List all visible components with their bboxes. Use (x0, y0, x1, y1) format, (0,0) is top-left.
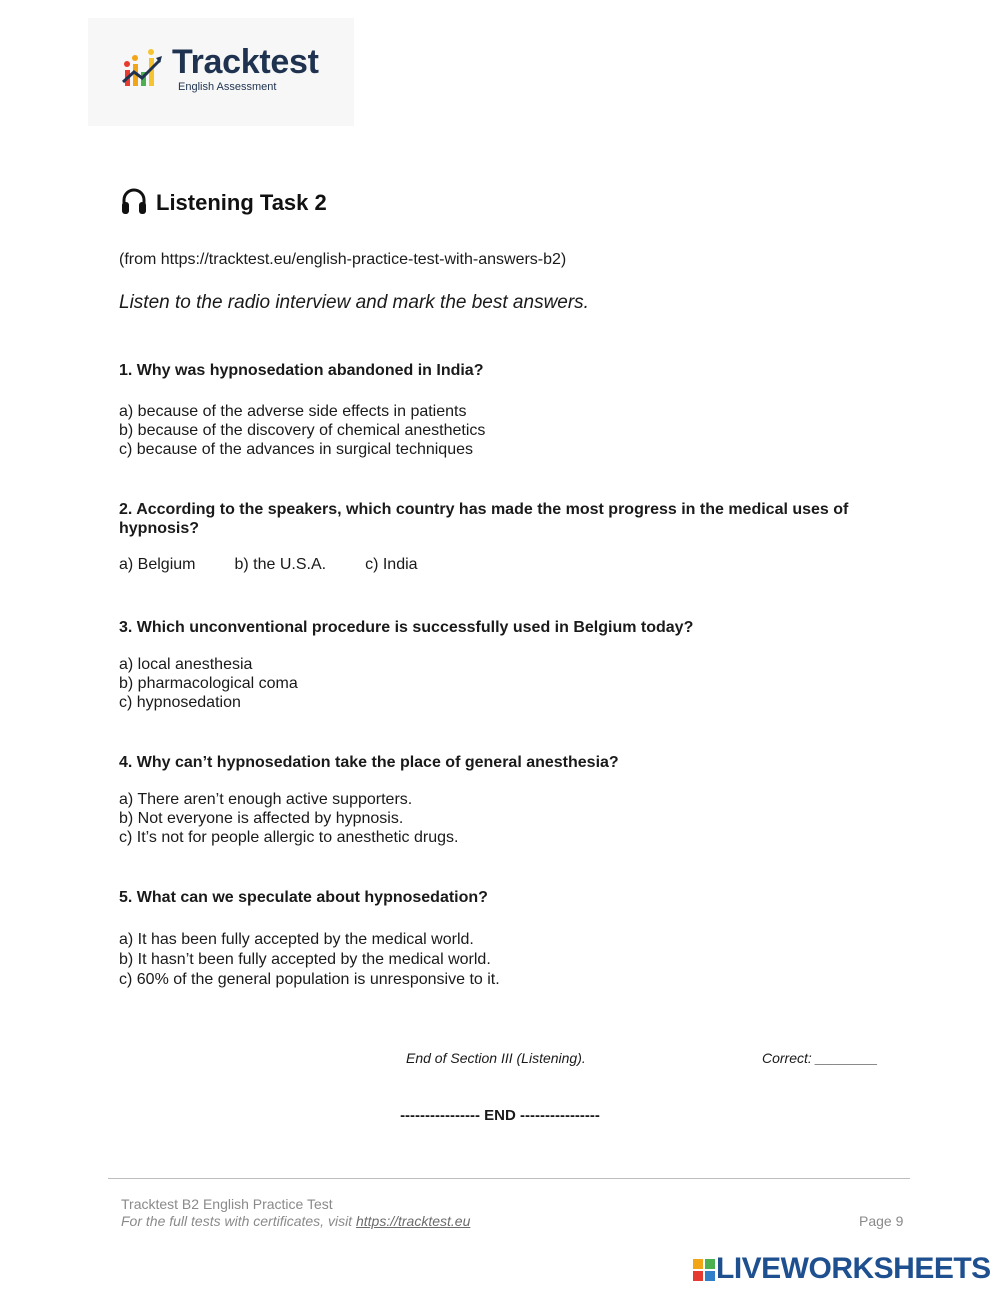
question-3-options (119, 655, 298, 712)
logo-subtitle: English Assessment (178, 81, 277, 93)
footer-link[interactable]: https://tracktest.eu (355, 1213, 471, 1229)
footer-divider (108, 1178, 910, 1179)
question-5-options (119, 930, 500, 990)
question-4: 4. Why can’t hypnosedation take the place of general anesthesia? (119, 754, 619, 771)
option-3b[interactable]: b) pharmacological coma (119, 675, 298, 692)
question-2: 2. According to the speakers, which country has made the most progress in the medical uses of hypnosis? (119, 501, 849, 537)
logo-name: Tracktest (172, 43, 319, 81)
option-4c[interactable]: c) It’s not for people allergic to anesthetic drugs. (119, 829, 459, 846)
footer-title: Tracktest B2 English Practice Test (121, 1196, 333, 1212)
end-marker: ---------------- END ---------------- (400, 1107, 600, 1124)
question-5: 5. What can we speculate about hypnosedation? (119, 889, 488, 906)
page-number: Page 9 (859, 1213, 904, 1229)
option-4a[interactable]: a) There aren’t enough active supporters. (119, 791, 413, 808)
option-2a[interactable]: a) Belgium (119, 556, 196, 573)
option-3c[interactable]: c) hypnosedation (119, 694, 241, 711)
option-2c[interactable]: c) India (365, 556, 418, 573)
source-text: (from https://tracktest.eu/english-practice-test-with-answers-b2) (119, 251, 567, 268)
liveworksheets-watermark: LIVEWORKSHEETS (716, 1252, 991, 1285)
footer-note (121, 1213, 470, 1229)
option-5b[interactable]: b) It hasn’t been fully accepted by the medical world. (119, 951, 491, 968)
option-1b[interactable]: b) because of the discovery of chemical anesthetics (119, 422, 486, 439)
question-3: 3. Which unconventional procedure is successfully used in Belgium today? (119, 619, 694, 636)
option-3a[interactable]: a) local anesthesia (119, 656, 253, 673)
instruction-text: Listen to the radio interview and mark the best answers. (119, 292, 589, 313)
tracktest-logo-icon (122, 48, 164, 90)
option-5c[interactable]: c) 60% of the general population is unresponsive to it. (119, 971, 500, 988)
page-title: Listening Task 2 (156, 190, 327, 215)
option-4b[interactable]: b) Not everyone is affected by hypnosis. (119, 810, 404, 827)
option-1a[interactable]: a) because of the adverse side effects in patients (119, 403, 467, 420)
question-4-options (119, 790, 458, 847)
option-2b[interactable]: b) the U.S.A. (234, 556, 327, 573)
task-title-row (120, 186, 327, 216)
headphones-icon (120, 186, 148, 216)
correct-score-field[interactable]: Correct: ________ (762, 1050, 878, 1066)
option-1c[interactable]: c) because of the advances in surgical techniques (119, 441, 473, 458)
question-1: 1. Why was hypnosedation abandoned in India? (119, 362, 484, 379)
footer-note-text: For the full tests with certificates, visit (121, 1213, 356, 1229)
question-2-options (119, 556, 457, 574)
option-5a[interactable]: a) It has been fully accepted by the medical world. (119, 931, 474, 948)
section-end-label: End of Section III (Listening). (406, 1050, 586, 1066)
question-1-options (119, 402, 485, 459)
liveworksheets-logo-icon (693, 1259, 715, 1281)
